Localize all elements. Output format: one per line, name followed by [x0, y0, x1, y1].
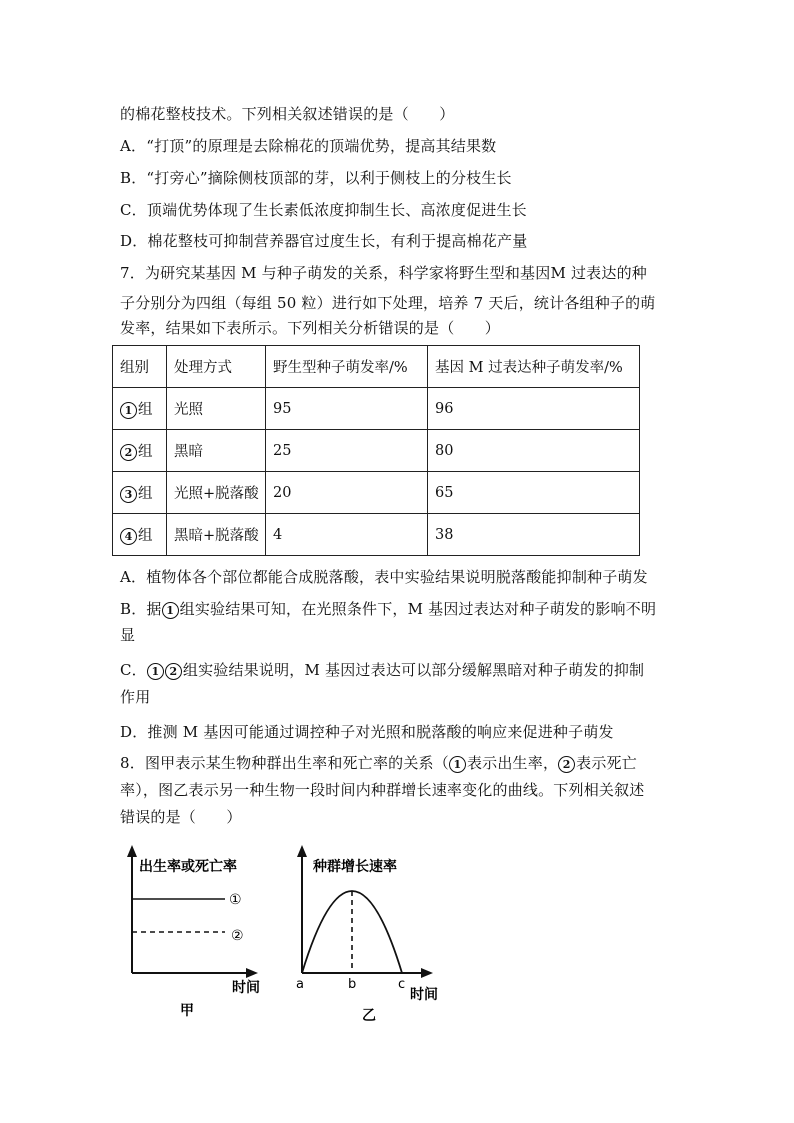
q7-option-c-line1 — [120, 659, 644, 680]
x-axis-arrow — [421, 968, 433, 978]
header-group: 组别 — [113, 346, 167, 388]
q8-stem-line1 — [120, 752, 637, 773]
treatment-cell: 光照+脱落酸 — [167, 472, 266, 514]
table-row — [113, 430, 640, 472]
group-suffix: 组 — [138, 402, 153, 418]
over-cell: 38 — [428, 514, 640, 556]
stem-text: 8．图甲表示某生物种群出生率和死亡率的关系（ — [120, 754, 449, 772]
circled-number: 4 — [120, 528, 137, 545]
tick-b: b — [348, 977, 357, 992]
q6-option-a: A．“打顶”的原理是去除棉花的顶端优势，提高其结果数 — [120, 137, 497, 155]
circled-number: 1 — [162, 602, 179, 619]
q8-stem-line3: 错误的是（ ） — [120, 808, 242, 826]
table-row — [113, 472, 640, 514]
q6-option-d: D．棉花整枝可抑制营养器官过度生长，有利于提高棉花产量 — [120, 232, 528, 250]
circled-number: 1 — [449, 756, 466, 773]
circled-number: 2 — [120, 444, 137, 461]
q7-option-c-line2: 作用 — [120, 688, 151, 706]
option-prefix: C． — [120, 661, 147, 679]
figure-caption: 甲 — [180, 1003, 194, 1019]
q7-stem-line2: 子分别分为四组（每组 50 粒）进行如下处理，培养 7 天后，统计各组种子的萌 — [120, 294, 656, 312]
group-cell — [113, 514, 167, 556]
q7-option-d: D．推测 M 基因可能通过调控种子对光照和脱落酸的响应来促进种子萌发 — [120, 723, 614, 741]
option-text: 组实验结果说明，M 基因过表达可以部分缓解黑暗对种子萌发的抑制 — [182, 661, 645, 679]
y-axis-label: 种群增长速率 — [313, 859, 397, 875]
group-cell — [113, 430, 167, 472]
birth-rate-mark: ① — [229, 892, 242, 908]
over-cell: 80 — [428, 430, 640, 472]
q7-stem-line1: 7．为研究某基因 M 与种子萌发的关系，科学家将野生型和基因M 过表达的种 — [120, 264, 647, 282]
option-prefix: B．据 — [120, 600, 162, 618]
circled-number: 2 — [165, 663, 182, 680]
over-cell: 65 — [428, 472, 640, 514]
stem-text: 表示死亡 — [576, 754, 637, 772]
treatment-cell: 光照 — [167, 388, 266, 430]
group-suffix: 组 — [138, 486, 153, 502]
group-cell — [113, 472, 167, 514]
q6-stem-end: 的棉花整枝技术。下列相关叙述错误的是（ ） — [120, 105, 455, 123]
x-axis-label: 时间 — [410, 987, 438, 1003]
figure-caption: 乙 — [362, 1008, 376, 1023]
y-axis-arrow — [297, 845, 307, 857]
stem-text: 表示出生率， — [466, 754, 559, 772]
wild-cell: 20 — [266, 472, 428, 514]
q7-option-a: A．植物体各个部位都能合成脱落酸，表中实验结果说明脱落酸能抑制种子萌发 — [120, 568, 648, 586]
q7-option-b-line2: 显 — [120, 626, 136, 644]
q7-stem-line3: 发率，结果如下表所示。下列相关分析错误的是（ ） — [120, 319, 501, 337]
tick-c: c — [398, 977, 406, 992]
group-suffix: 组 — [138, 528, 153, 544]
circled-number: 1 — [120, 402, 137, 419]
q6-option-c: C．顶端优势体现了生长素低浓度抑制生长、高浓度促进生长 — [120, 201, 527, 219]
wild-cell: 4 — [266, 514, 428, 556]
q8-stem-line2: 率），图乙表示另一种生物一段时间内种群增长速率变化的曲线。下列相关叙述 — [120, 781, 645, 799]
header-treatment: 处理方式 — [167, 346, 266, 388]
wild-cell: 25 — [266, 430, 428, 472]
table-row — [113, 514, 640, 556]
treatment-cell: 黑暗+脱落酸 — [167, 514, 266, 556]
tick-a: a — [296, 977, 304, 992]
circled-number: 3 — [120, 486, 137, 503]
group-cell — [113, 388, 167, 430]
x-axis-label: 时间 — [232, 980, 260, 996]
x-axis-arrow — [246, 968, 258, 978]
q6-option-b: B．“打旁心”摘除侧枝顶部的芽，以利于侧枝上的分枝生长 — [120, 169, 512, 187]
germination-table — [112, 345, 640, 556]
option-text: 组实验结果可知，在光照条件下，M 基因过表达对种子萌发的影响不明 — [179, 600, 657, 618]
y-axis-arrow — [127, 845, 137, 857]
q7-option-b-line1 — [120, 598, 656, 619]
header-overexpression: 基因 M 过表达种子萌发率/% — [428, 346, 640, 388]
over-cell: 96 — [428, 388, 640, 430]
header-wild-type: 野生型种子萌发率/% — [266, 346, 428, 388]
group-suffix: 组 — [138, 444, 153, 460]
wild-cell: 95 — [266, 388, 428, 430]
death-rate-mark: ② — [231, 928, 244, 944]
table-row — [113, 388, 640, 430]
y-axis-label: 出生率或死亡率 — [139, 859, 237, 875]
table-header-row — [113, 346, 640, 388]
figure-jia — [115, 843, 275, 1023]
treatment-cell: 黑暗 — [167, 430, 266, 472]
figure-yi — [285, 843, 460, 1023]
circled-number: 1 — [147, 663, 164, 680]
circled-number: 2 — [558, 756, 575, 773]
